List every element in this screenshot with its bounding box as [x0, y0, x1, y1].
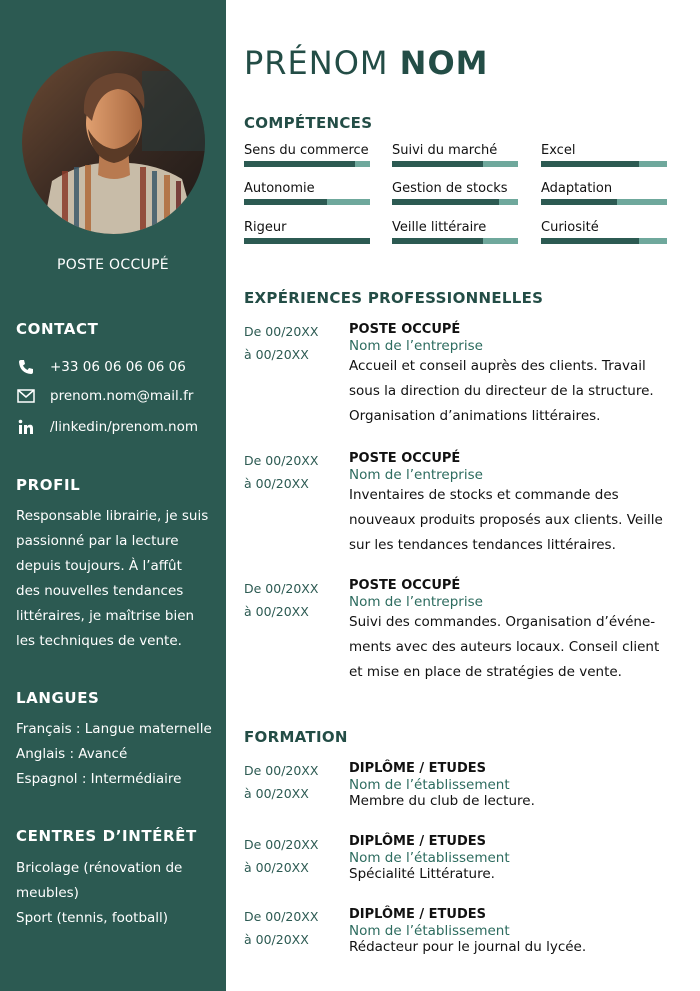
education-date	[244, 905, 318, 951]
skill-item	[244, 181, 370, 205]
skill-bar-fill	[541, 161, 639, 167]
interest-line: meubles)	[16, 885, 79, 901]
description-line: nouveaux produits proposés aux clients. Veille	[349, 512, 663, 528]
skill-label: Suivi du marché	[392, 143, 498, 158]
full-name	[244, 44, 488, 82]
experience-date	[244, 320, 318, 366]
date-from: De 00/20XX	[244, 453, 319, 468]
description-line: Inventaires de stocks et commande des	[349, 487, 619, 503]
skill-label: Sens du commerce	[244, 143, 369, 158]
language-item: Français : Langue maternelle	[16, 721, 212, 737]
date-to: à 00/20XX	[244, 476, 309, 491]
languages-heading: LANGUES	[16, 689, 100, 707]
experience-entry	[349, 322, 669, 429]
description-line: et mise en place de stratégies de vente.	[349, 664, 622, 680]
skill-item	[392, 143, 518, 167]
education-detail: Spécialité Littérature.	[349, 866, 495, 882]
education-title: DIPLÔME / ETUDES	[349, 761, 486, 776]
profile-line: Responsable librairie, je suis	[16, 508, 209, 524]
experience-date	[244, 577, 318, 623]
experience-title: POSTE OCCUPÉ	[349, 451, 461, 466]
experience-company: Nom de l’entreprise	[349, 338, 483, 354]
education-school: Nom de l’établissement	[349, 850, 510, 866]
profile-line: littéraires, je maîtrise bien	[16, 608, 195, 624]
contact-phone	[16, 358, 186, 376]
profile-text	[16, 504, 216, 654]
skill-item	[541, 220, 667, 244]
skill-bar	[541, 238, 667, 244]
skill-label: Adaptation	[541, 181, 613, 196]
education-detail: Membre du club de lecture.	[349, 793, 535, 809]
skill-bar	[392, 161, 518, 167]
experience-description	[349, 483, 669, 558]
education-school: Nom de l’établissement	[349, 777, 510, 793]
date-from: De 00/20XX	[244, 763, 319, 778]
education-entry	[349, 907, 669, 956]
contact-linkedin	[16, 418, 198, 436]
education-detail: Rédacteur pour le journal du lycée.	[349, 939, 587, 955]
education-school: Nom de l’établissement	[349, 923, 510, 939]
experience-date	[244, 449, 318, 495]
date-to: à 00/20XX	[244, 860, 309, 875]
description-line: Accueil et conseil auprès des clients. Travail	[349, 358, 646, 374]
profile-heading: PROFIL	[16, 476, 81, 494]
education-date	[244, 833, 318, 879]
job-title: POSTE OCCUPÉ	[57, 257, 169, 273]
description-line: sous la direction du directeur de la structure.	[349, 383, 654, 399]
date-from: De 00/20XX	[244, 581, 319, 596]
experience-heading: EXPÉRIENCES PROFESSIONNELLES	[244, 289, 544, 307]
envelope-icon	[16, 387, 36, 405]
skill-label: Gestion de stocks	[392, 181, 508, 196]
skill-label: Excel	[541, 143, 576, 158]
date-to: à 00/20XX	[244, 347, 309, 362]
experience-description	[349, 354, 669, 429]
experience-entry	[349, 451, 669, 558]
experience-title: POSTE OCCUPÉ	[349, 578, 461, 593]
skill-bar-fill	[392, 199, 499, 205]
skill-bar-fill	[392, 238, 483, 244]
skill-label: Curiosité	[541, 220, 599, 235]
profile-photo	[22, 51, 205, 234]
description-line: Organisation d’animations littéraires.	[349, 408, 601, 424]
education-title: DIPLÔME / ETUDES	[349, 907, 486, 922]
contact-email	[16, 387, 193, 405]
skills-heading: COMPÉTENCES	[244, 114, 373, 132]
date-to: à 00/20XX	[244, 932, 309, 947]
linkedin-icon	[16, 418, 36, 436]
email-text[interactable]: prenom.nom@mail.fr	[50, 388, 194, 404]
skill-bar-fill	[392, 161, 483, 167]
experience-title: POSTE OCCUPÉ	[349, 322, 461, 337]
description-line: sur les tendances tendances littéraires.	[349, 537, 616, 553]
education-date	[244, 759, 318, 805]
skill-bar	[244, 199, 370, 205]
date-from: De 00/20XX	[244, 324, 319, 339]
skill-item	[244, 220, 370, 244]
skill-bar	[392, 238, 518, 244]
date-from: De 00/20XX	[244, 909, 319, 924]
date-to: à 00/20XX	[244, 786, 309, 801]
skill-label: Autonomie	[244, 181, 315, 196]
skill-item	[541, 181, 667, 205]
experience-description	[349, 610, 669, 685]
skill-bar	[541, 161, 667, 167]
contact-heading: CONTACT	[16, 320, 99, 338]
skill-item	[392, 181, 518, 205]
experience-company: Nom de l’entreprise	[349, 467, 483, 483]
skill-bar	[244, 161, 370, 167]
skill-bar-fill	[541, 199, 617, 205]
skill-bar-fill	[244, 238, 370, 244]
date-from: De 00/20XX	[244, 837, 319, 852]
skill-bar	[392, 199, 518, 205]
experience-entry	[349, 578, 669, 685]
last-name: NOM	[399, 44, 489, 82]
interest-line: Sport (tennis, football)	[16, 910, 169, 926]
language-item: Espagnol : Intermédiaire	[16, 771, 182, 787]
description-line: ments avec des auteurs locaux. Conseil client	[349, 639, 660, 655]
skill-bar-fill	[244, 161, 355, 167]
education-heading: FORMATION	[244, 728, 348, 746]
skill-item	[244, 143, 370, 167]
education-title: DIPLÔME / ETUDES	[349, 834, 486, 849]
skill-label: Veille littéraire	[392, 220, 487, 235]
skill-bar-fill	[244, 199, 327, 205]
profile-line: depuis toujours. À l’affût	[16, 558, 182, 574]
language-item: Anglais : Avancé	[16, 746, 128, 762]
skill-bar	[541, 199, 667, 205]
interests-list	[16, 856, 216, 931]
skill-label: Rigeur	[244, 220, 287, 235]
skill-bar	[244, 238, 370, 244]
profile-line: les techniques de vente.	[16, 633, 182, 649]
interest-line: Bricolage (rénovation de	[16, 860, 183, 876]
skill-item	[392, 220, 518, 244]
first-name: PRÉNOM	[244, 44, 389, 82]
interests-heading: CENTRES D’INTÉRÊT	[16, 827, 197, 845]
phone-icon	[16, 358, 36, 376]
skill-bar-fill	[541, 238, 639, 244]
profile-line: des nouvelles tendances	[16, 583, 184, 599]
profile-line: passionné par la lecture	[16, 533, 179, 549]
languages-list	[16, 717, 216, 792]
skill-item	[541, 143, 667, 167]
date-to: à 00/20XX	[244, 604, 309, 619]
education-entry	[349, 761, 669, 810]
education-entry	[349, 834, 669, 883]
linkedin-text[interactable]: /linkedin/prenom.nom	[50, 419, 199, 435]
sidebar	[0, 0, 226, 991]
phone-text[interactable]: +33 06 06 06 06 06	[50, 359, 186, 375]
description-line: Suivi des commandes. Organisation d’événe-	[349, 614, 656, 630]
experience-company: Nom de l’entreprise	[349, 594, 483, 610]
